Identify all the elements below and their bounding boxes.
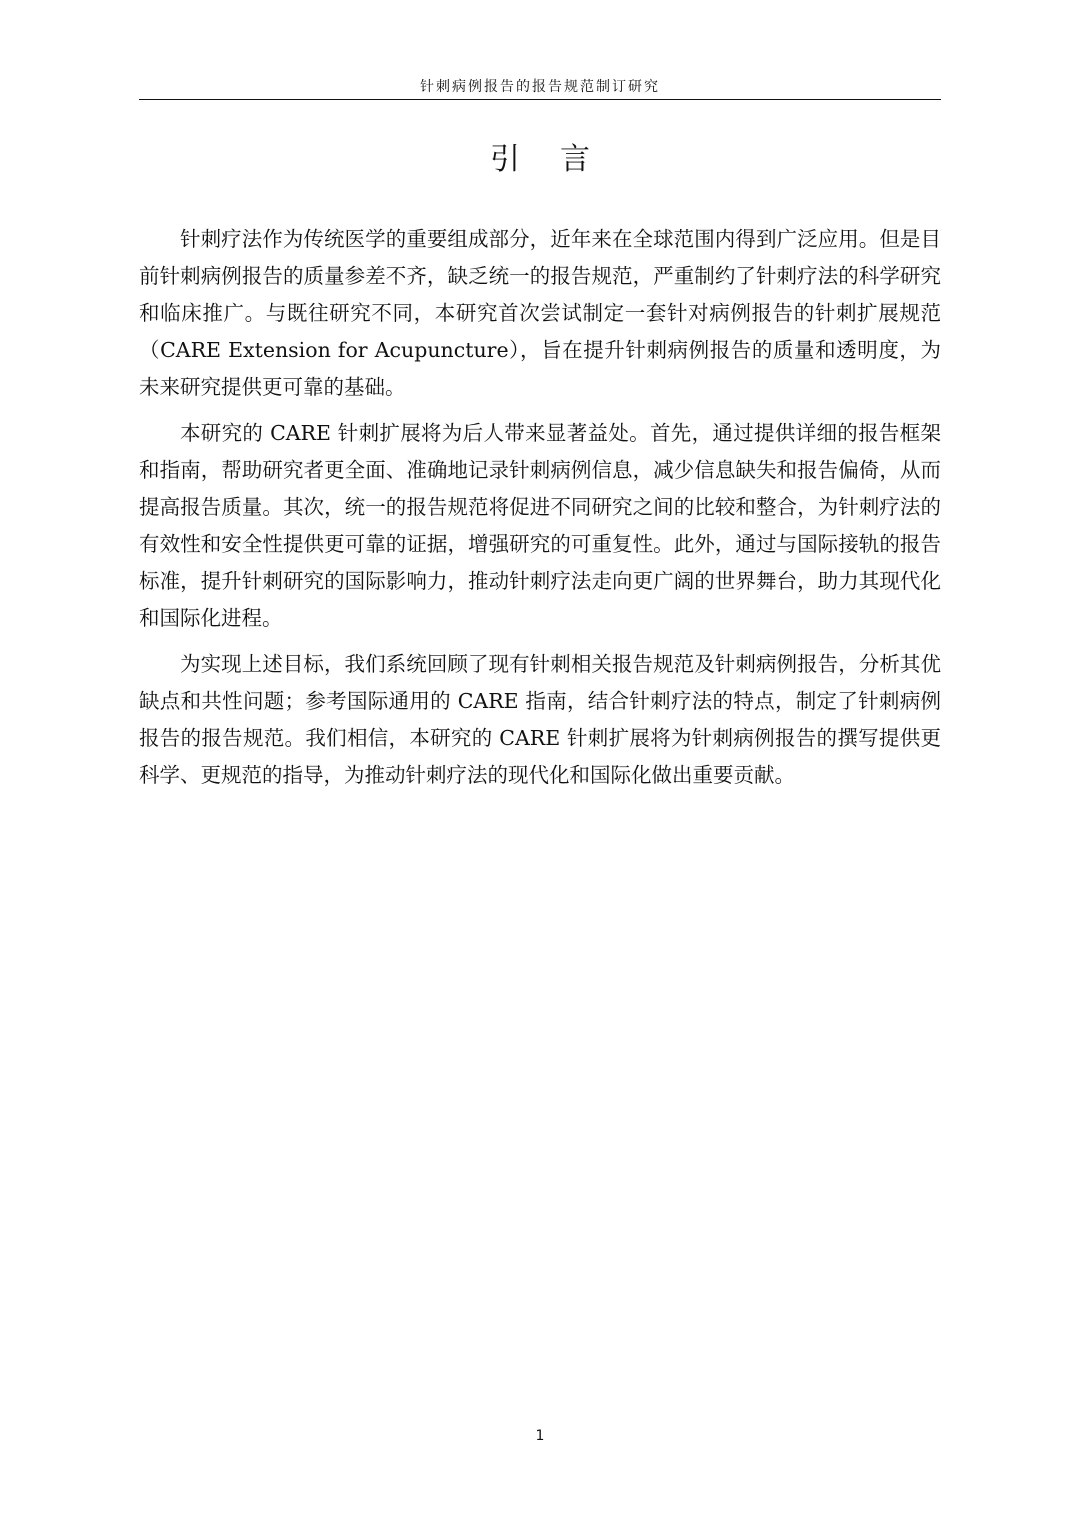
header-divider bbox=[139, 99, 941, 100]
paragraph-2: 本研究的 CARE 针刺扩展将为后人带来显著益处。首先，通过提供详细的报告框架和指南，帮助研究者更全面、准确地记录针刺病例信息，减少信息缺失和报告偏倚，从而提高报告质量。其次，统一的报告规范将促进不同研究之间的比较和整合，为针刺疗法的有效性和安全性提供更可靠的证据，增强研究的可重复性。此外，通过与国际接轨的报告标准，提升针刺研究的国际影响力，推动针刺疗法走向更广阔的世界舞台，助力其现代化和国际化进程。 bbox=[139, 421, 941, 630]
chapter-title-char-2: 言 bbox=[560, 142, 590, 177]
running-header: 针刺病例报告的报告规范制订研究 bbox=[420, 79, 660, 95]
page-number: 1 bbox=[535, 1428, 545, 1444]
body-text bbox=[139, 221, 941, 803]
chapter-title bbox=[139, 138, 941, 182]
paragraph-3: 为实现上述目标，我们系统回顾了现有针刺相关报告规范及针刺病例报告，分析其优缺点和共性问题；参考国际通用的 CARE 指南，结合针刺疗法的特点，制定了针刺病例报告的报告规范。我们相信，本研究的 CARE 针刺扩展将为针刺病例报告的撰写提供更科学、更规范的指导，为推动针刺疗法的现代化和国际化做出重要贡献。 bbox=[139, 652, 941, 787]
paragraph-1: 针刺疗法作为传统医学的重要组成部分，近年来在全球范围内得到广泛应用。但是目前针刺病例报告的质量参差不齐，缺乏统一的报告规范，严重制约了针刺疗法的科学研究和临床推广。与既往研究不同，本研究首次尝试制定一套针对病例报告的针刺扩展规范（CARE Extension for Acupuncture），旨在提升针刺病例报告的质量和透明度，为未来研究提供更可靠的基础。 bbox=[139, 227, 941, 399]
chapter-title-char-1: 引 bbox=[490, 142, 520, 177]
